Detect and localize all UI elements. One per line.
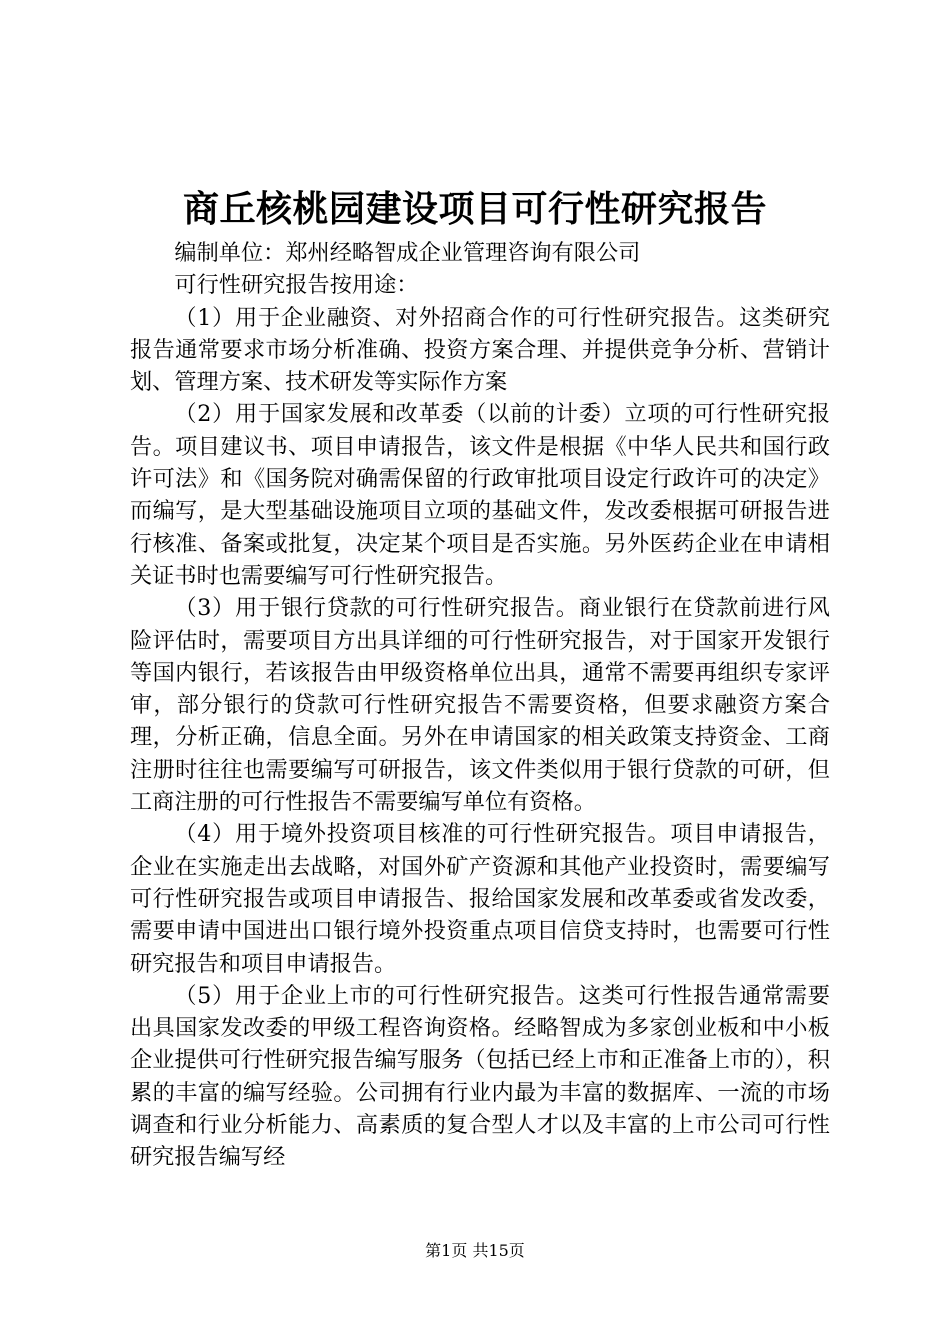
paragraph-5: （5）用于企业上市的可行性研究报告。这类可行性报告通常需要出具国家发改委的甲级工程咨询资格。经略智成为多家创业板和中小板企业提供可行性研究报告编写服务（包括已经上市和正准备上市的），积累的丰富的编写经验。公司拥有行业内最为丰富的数据库、一流的市场调查和行业分析能力、高素质的复合型人才以及丰富的上市公司可行性研究报告编写经 bbox=[130, 982, 830, 1171]
paragraph-4: （4）用于境外投资项目核准的可行性研究报告。项目申请报告，企业在实施走出去战略，对国外矿产资源和其他产业投资时，需要编写可行性研究报告或项目申请报告、报给国家发展和改革委或省发改委，需要申请中国进出口银行境外投资重点项目信贷支持时，也需要可行性研究报告和项目申请报告。 bbox=[130, 821, 830, 977]
paragraph-3: （3）用于银行贷款的可行性研究报告。商业银行在贷款前进行风险评估时，需要项目方出具详细的可行性研究报告，对于国家开发银行等国内银行，若该报告由甲级资格单位出具，通常不需要再组织专家评审，部分银行的贷款可行性研究报告不需要资格，但要求融资方案合理，分析正确，信息全面。另外在申请国家的相关政策支持资金、工商注册时往往也需要编写可研报告，该文件类似用于银行贷款的可研，但工商注册的可行性报告不需要编写单位有资格。 bbox=[130, 595, 830, 816]
paragraph-1: （1）用于企业融资、对外招商合作的可行性研究报告。这类研究报告通常要求市场分析准确、投资方案合理、并提供竞争分析、营销计划、管理方案、技术研发等实际作方案 bbox=[130, 304, 830, 396]
document-title: 商丘核桃园建设项目可行性研究报告 bbox=[182, 188, 767, 230]
usage-intro: 可行性研究报告按用途： bbox=[174, 272, 419, 299]
document-body bbox=[130, 237, 830, 1174]
page-footer: 第1页 共15页 bbox=[425, 1241, 525, 1260]
compiler-line: 编制单位：郑州经略智成企业管理咨询有限公司 bbox=[174, 240, 641, 266]
paragraph-2: （2）用于国家发展和改革委（以前的计委）立项的可行性研究报告。项目建议书、项目申请报告，该文件是根据《中华人民共和国行政许可法》和《国务院对确需保留的行政审批项目设定行政许可的决定》而编写，是大型基础设施项目立项的基础文件，发改委根据可研报告进行核准、备案或批复，决定某个项目是否实施。另外医药企业在申请相关证书时也需要编写可行性研究报告。 bbox=[130, 401, 830, 589]
